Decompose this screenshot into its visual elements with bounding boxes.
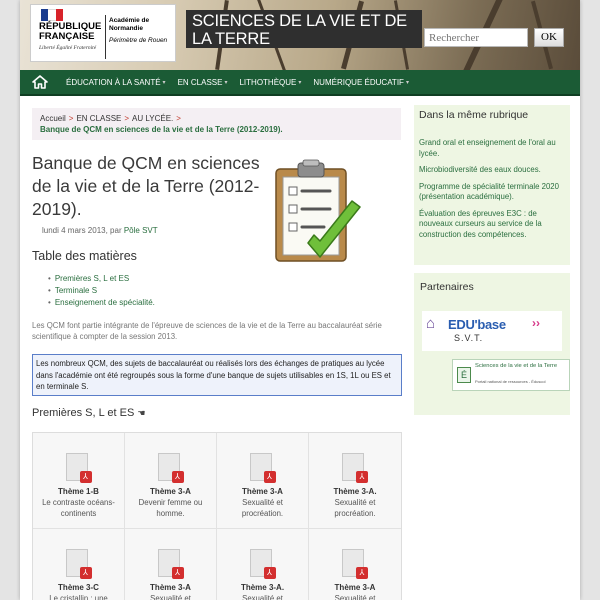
same-section-title: Dans la même rubrique — [419, 109, 529, 121]
site-title[interactable]: SCIENCES DE LA VIE ET DE LA TERRE — [186, 10, 422, 48]
breadcrumb-en-classe[interactable]: EN CLASSE — [76, 114, 122, 123]
document-item[interactable] — [125, 433, 217, 529]
academie-name: Académie de Normandie — [109, 17, 150, 32]
chevron-down-icon: ▾ — [298, 79, 302, 86]
document-desc: Le cristallin : une — [49, 594, 108, 600]
document-desc: Devenir femme ou homme. — [138, 498, 203, 518]
document-desc: Sexualité et procréation. — [334, 498, 376, 518]
nav-item-numerique[interactable]: NUMÉRIQUE ÉDUCATIF ▾ — [313, 77, 409, 87]
breadcrumb-au-lycee[interactable]: AU LYCÉE. — [132, 114, 174, 123]
partner-eduscol-logo[interactable]: É Sciences de la vie et de la Terre Portail national de ressources - Éduscol — [452, 359, 570, 391]
home-icon[interactable] — [20, 69, 60, 95]
anchor-icon[interactable]: ☚ — [137, 408, 146, 418]
page-title: Banque de QCM en sciences de la vie et de la Terre (2012-2019). — [32, 153, 260, 219]
document-desc: Sexualité et procréation. — [241, 498, 284, 518]
pdf-icon: ⅄ — [158, 549, 184, 579]
document-title: Thème 3-A — [334, 583, 376, 592]
document-desc: Sexualité et — [242, 594, 283, 600]
toc-item[interactable]: • Premières S, L et ES — [48, 273, 155, 285]
document-item[interactable] — [217, 529, 309, 600]
document-title: Thème 3-C — [58, 583, 99, 592]
page — [20, 0, 580, 600]
academie-perimetre: Périmètre de Rouen — [109, 37, 168, 44]
breadcrumb: Accueil > EN CLASSE > AU LYCÉE. > Banque de QCM en sciences de la vie et de la Terre (2012-2019). — [32, 108, 401, 140]
document-item[interactable] — [309, 433, 401, 529]
toc-list — [48, 273, 155, 309]
article-byline: lundi 4 mars 2013, par Pôle SVT — [42, 226, 158, 235]
sidebar-link[interactable]: Microbiodiversité des eaux douces. — [419, 165, 541, 174]
notice-box: Les nombreux QCM, des sujets de baccalauréat ou réalisés lors des échanges de pratiques au lycée dans l'académie ont été regroupés sous la forme d'une banque de sujets utilisables en 1S, 1L ou ES et en terminale S. — [32, 354, 402, 396]
pdf-icon: ⅄ — [158, 453, 184, 483]
partners-box — [414, 273, 570, 415]
partner-edubase-logo[interactable]: ⌂ EDU'base ›› S.V.T. — [422, 311, 562, 351]
main-nav — [20, 70, 580, 96]
sidebar-link[interactable]: Grand oral et enseignement de l'oral au lycée. — [419, 138, 556, 158]
nav-item-en-classe[interactable]: EN CLASSE ▾ — [177, 77, 228, 87]
document-desc: Sexualité et — [150, 594, 191, 600]
republique-title: RÉPUBLIQUE FRANÇAISE — [39, 21, 102, 42]
republique-logo[interactable] — [30, 4, 176, 62]
article-author[interactable]: Pôle SVT — [123, 226, 158, 235]
pdf-icon: ⅄ — [250, 549, 276, 579]
article-date: lundi 4 mars 2013 — [42, 226, 106, 235]
document-title: Thème 3-A — [150, 487, 191, 496]
document-title: Thème 3-A — [242, 487, 283, 496]
pdf-icon: ⅄ — [66, 453, 92, 483]
section-title: Premières S, L et ES ☚ — [32, 407, 146, 419]
eduscol-icon: É — [457, 367, 471, 383]
document-title: Thème 3-A. — [333, 487, 377, 496]
document-title: Thème 1-B — [58, 487, 99, 496]
document-item[interactable] — [217, 433, 309, 529]
french-flag-icon — [41, 9, 63, 21]
clipboard-check-icon — [268, 155, 368, 270]
nav-item-lithotheque[interactable]: LITHOTHÈQUE ▾ — [239, 77, 302, 87]
toc-item[interactable]: • Enseignement de spécialité. — [48, 297, 155, 309]
pdf-icon: ⅄ — [342, 453, 368, 483]
breadcrumb-accueil[interactable]: Accueil — [40, 114, 66, 123]
header-banner — [20, 0, 580, 70]
document-item[interactable] — [33, 529, 125, 600]
search-button[interactable]: OK — [534, 28, 564, 47]
nav-item-sante[interactable]: ÉDUCATION À LA SANTÉ ▾ — [66, 77, 166, 87]
document-grid — [32, 432, 402, 600]
document-desc: Sexualité et — [334, 594, 376, 600]
document-desc: Le contraste océans-continents — [42, 498, 115, 518]
toc-item[interactable]: • Terminale S — [48, 285, 155, 297]
same-section-box — [414, 105, 570, 265]
edubase-mark-icon: ⌂ — [426, 315, 436, 332]
sidebar-link[interactable]: Programme de spécialité terminale 2020 (présentation académique). — [419, 181, 559, 201]
pdf-icon: ⅄ — [342, 549, 368, 579]
chevron-down-icon: ▾ — [224, 79, 228, 86]
sidebar-link[interactable]: Évaluation des épreuves E3C : de nouveaux curseurs au service de la construction des compétences. — [419, 208, 542, 239]
chevron-down-icon: ▾ — [405, 79, 409, 86]
search-input[interactable] — [424, 28, 528, 47]
document-title: Thème 3-A — [150, 583, 191, 592]
document-item[interactable] — [309, 529, 401, 600]
document-item[interactable] — [33, 433, 125, 529]
pdf-icon: ⅄ — [66, 549, 92, 579]
document-item[interactable] — [125, 529, 217, 600]
document-title: Thème 3-A. — [240, 583, 285, 592]
article-intro: Les QCM font partie intégrante de l'épreuve de sciences de la vie et de la Terre au baccalauréat série scientifique à compter de la session 2013. — [32, 321, 382, 341]
republique-motto: Liberté Égalité Fraternité — [39, 45, 97, 51]
toc-title: Table des matières — [32, 249, 137, 263]
pdf-icon: ⅄ — [250, 453, 276, 483]
chevron-down-icon: ▾ — [162, 79, 166, 86]
breadcrumb-current: Banque de QCM en sciences de la vie et de la Terre (2012-2019). — [40, 125, 283, 134]
partners-title: Partenaires — [420, 281, 474, 293]
